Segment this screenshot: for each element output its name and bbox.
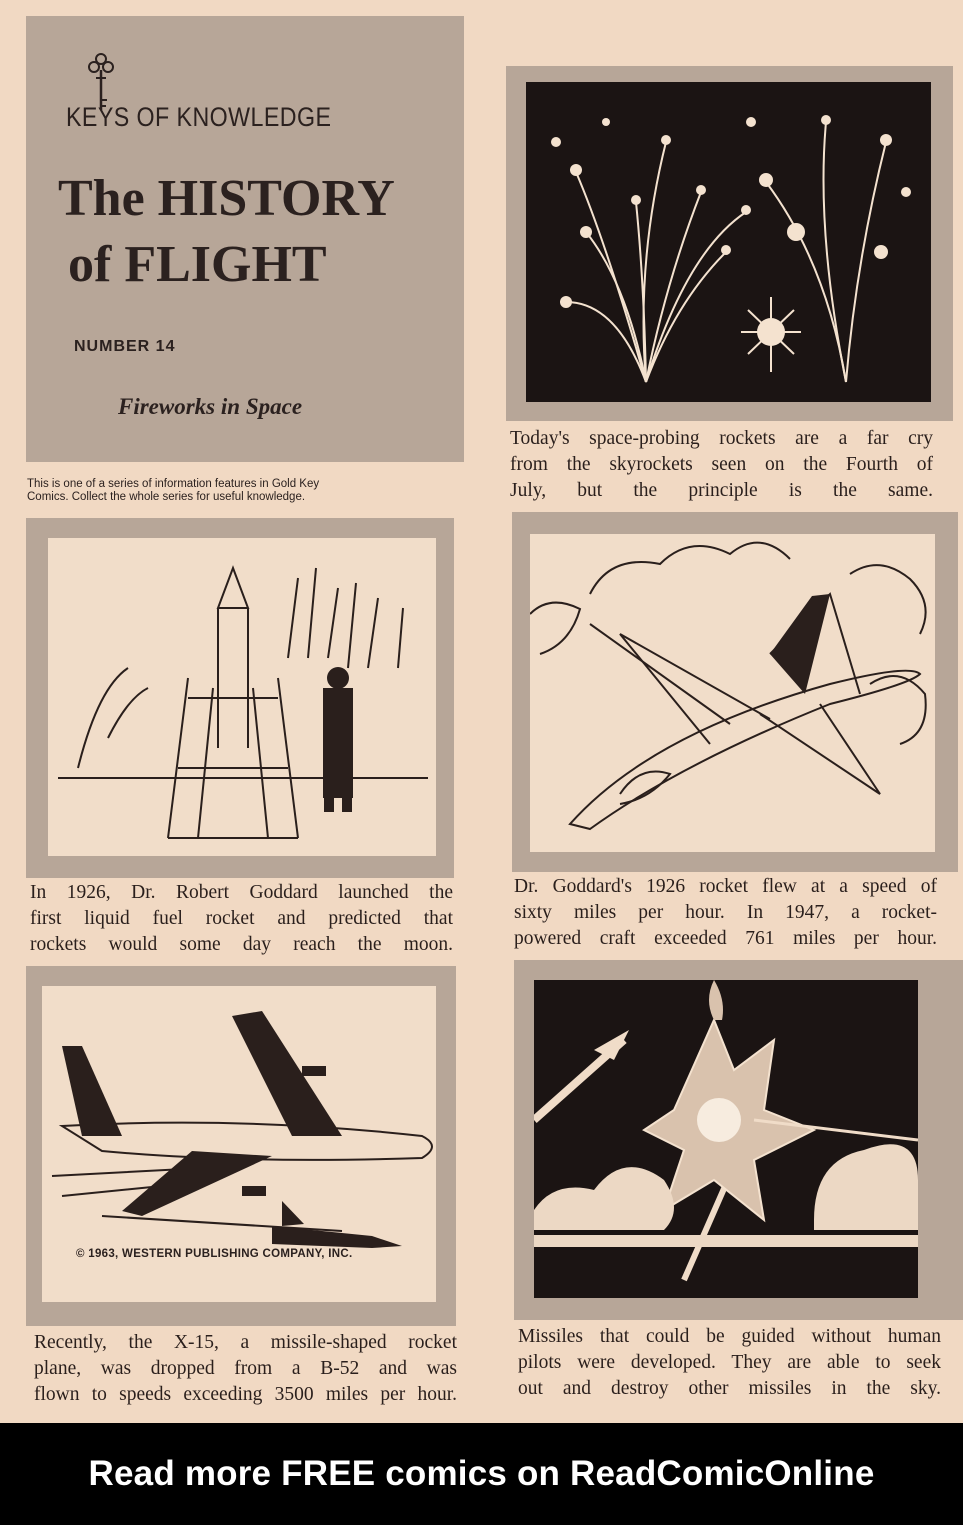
caption-line: sixty miles per hour. In 1947, a rocket-: [514, 902, 937, 923]
caption-fireworks: [510, 426, 933, 504]
series-note-line: Comics. Collect the whole series for useful knowledge.: [27, 491, 306, 503]
caption-line: In 1926, Dr. Robert Goddard launched the: [30, 882, 453, 903]
missiles-illustration: [534, 980, 918, 1298]
caption-line: flown to speeds exceeding 3500 miles per hour.: [34, 1384, 457, 1405]
rocket-craft-illustration: [530, 534, 935, 852]
caption-line: from the skyrockets seen on the Fourth of: [510, 454, 933, 475]
caption-line: out and destroy other missiles in the sky.: [518, 1378, 941, 1399]
caption-missiles: [518, 1324, 941, 1402]
panel-x15: [26, 966, 456, 1326]
page-title: [58, 166, 438, 298]
x15-illustration: [42, 986, 436, 1302]
promo-banner-text[interactable]: Read more FREE comics on ReadComicOnline: [88, 1454, 875, 1493]
series-note: [27, 478, 467, 504]
title-line-1: The HISTORY: [58, 170, 395, 227]
caption-line: pilots were developed. They are able to seek: [518, 1352, 941, 1373]
series-note-line: This is one of a series of information features in Gold Key: [27, 478, 320, 490]
subtitle: Fireworks in Space: [118, 394, 303, 419]
caption-line: Dr. Goddard's 1926 rocket flew at a speed of: [514, 876, 937, 897]
fireworks-illustration: [526, 82, 931, 402]
promo-banner[interactable]: [0, 1423, 963, 1525]
caption-line: powered craft exceeded 761 miles per hour.: [514, 928, 937, 949]
title-line-2: of FLIGHT: [68, 236, 327, 293]
panel-goddard: [26, 518, 454, 878]
goddard-illustration: [48, 538, 436, 856]
title-panel: [26, 16, 464, 462]
issue-number: NUMBER 14: [74, 338, 176, 355]
caption-line: July, but the principle is the same.: [510, 480, 933, 501]
caption-line: Missiles that could be guided without human: [518, 1326, 941, 1347]
caption-line: Today's space-probing rockets are a far cry: [510, 428, 933, 449]
caption-line: rockets would some day reach the moon.: [30, 934, 453, 955]
caption-line: first liquid fuel rocket and predicted that: [30, 908, 453, 929]
caption-line: Recently, the X-15, a missile-shaped rocket: [34, 1332, 457, 1353]
series-title: KEYS OF KNOWLEDGE: [66, 102, 332, 132]
caption-rocket-craft: [514, 874, 937, 952]
panel-rocket-craft: [512, 512, 958, 872]
panel-missiles: [514, 960, 963, 1320]
panel-fireworks: [506, 66, 953, 421]
caption-x15: [34, 1330, 457, 1408]
caption-goddard: [30, 880, 453, 958]
copyright-notice: © 1963, WESTERN PUBLISHING COMPANY, INC.: [76, 1248, 353, 1260]
caption-line: plane, was dropped from a B-52 and was: [34, 1358, 457, 1379]
